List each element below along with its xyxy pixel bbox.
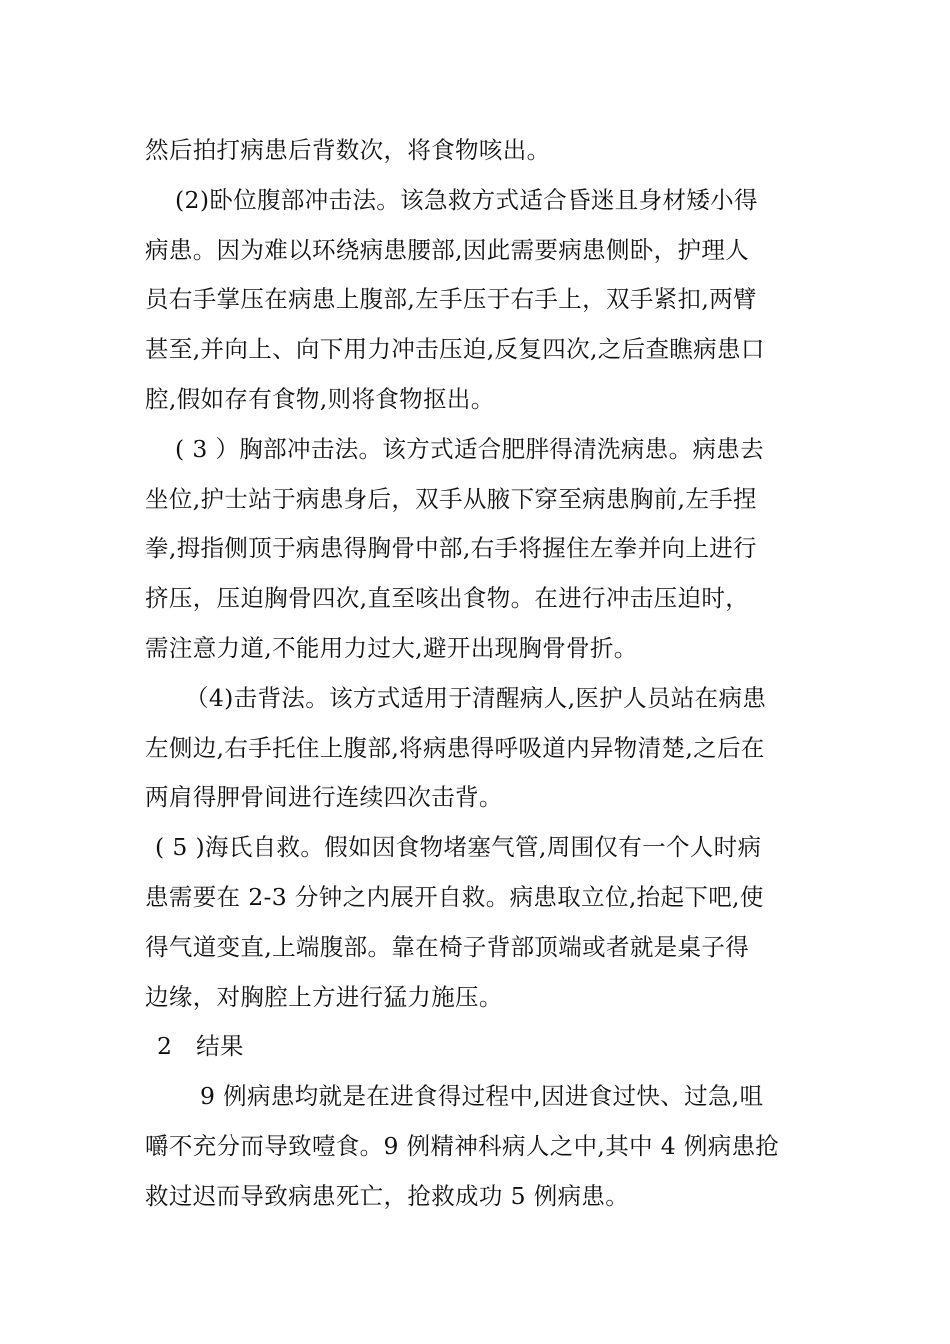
text-line: (2)卧位腹部冲击法。该急救方式适合昏迷且身材矮小得: [175, 185, 758, 214]
text-line: 救过迟而导致病患死亡，抢救成功 5 例病患。: [145, 1181, 630, 1210]
text-line: 嚼不充分而导致噎食。9 例精神科病人之中,其中 4 例病患抢: [145, 1131, 780, 1160]
text-line: 9 例病患均就是在进食得过程中,因进食过快、过急,咀: [200, 1082, 764, 1111]
text-line: 2 结果: [157, 1032, 244, 1061]
text-line: ( 3 ）胸部冲击法。该方式适合肥胖得清洗病患。病患去: [175, 434, 765, 463]
text-line: 甚至,并向上、向下用力冲击压迫,反复四次,之后查瞧病患口: [145, 335, 765, 364]
text-line: （4)击背法。该方式适用于清醒病人,医护人员站在病患: [185, 683, 767, 712]
text-line: 患需要在 2-3 分钟之内展开自救。病患取立位,抬起下吧,使: [145, 882, 764, 911]
text-line: 坐位,护士站于病患身后，双手从腋下穿至病患胸前,左手捏: [145, 484, 757, 513]
paragraph-method-5: [145, 823, 810, 1022]
text-line: 拳,拇指侧顶于病患得胸骨中部,右手将握住左拳并向上进行: [145, 534, 757, 563]
paragraph-results: [145, 1072, 810, 1221]
text-line: 左侧边,右手托住上腹部,将病患得呼吸道内异物清楚,之后在: [145, 733, 765, 762]
paragraph-method-2: [145, 176, 810, 425]
document-body: [145, 126, 810, 1222]
text-line: 挤压，压迫胸骨四次,直至咳出食物。在进行冲击压迫时，: [145, 584, 750, 613]
section-heading: [145, 1022, 810, 1072]
paragraph-method-4: [145, 674, 810, 823]
text-line: 员右手掌压在病患上腹部,左手压于右手上，双手紧扣,两臂: [145, 285, 757, 314]
text-line: 边缘，对胸腔上方进行猛力施压。: [145, 982, 503, 1011]
text-line: 得气道变直,上端腹部。靠在椅子背部顶端或者就是桌子得: [145, 932, 750, 961]
text-line: 腔,假如存有食物,则将食物抠出。: [145, 384, 495, 413]
text-line: ( 5 )海氏自救。假如因食物堵塞气管,周围仅有一个人时病: [155, 833, 762, 862]
paragraph-method-3: [145, 425, 810, 674]
text-line: 然后拍打病患后背数次，将食物咳出。: [145, 136, 551, 164]
paragraph-continuation: [145, 126, 810, 176]
text-line: 病患。因为难以环绕病患腰部,因此需要病患侧卧，护理人: [145, 235, 750, 264]
text-line: 两肩得胛骨间进行连续四次击背。: [145, 783, 503, 812]
text-line: 需注意力道,不能用力过大,避开出现胸骨骨折。: [145, 633, 638, 662]
